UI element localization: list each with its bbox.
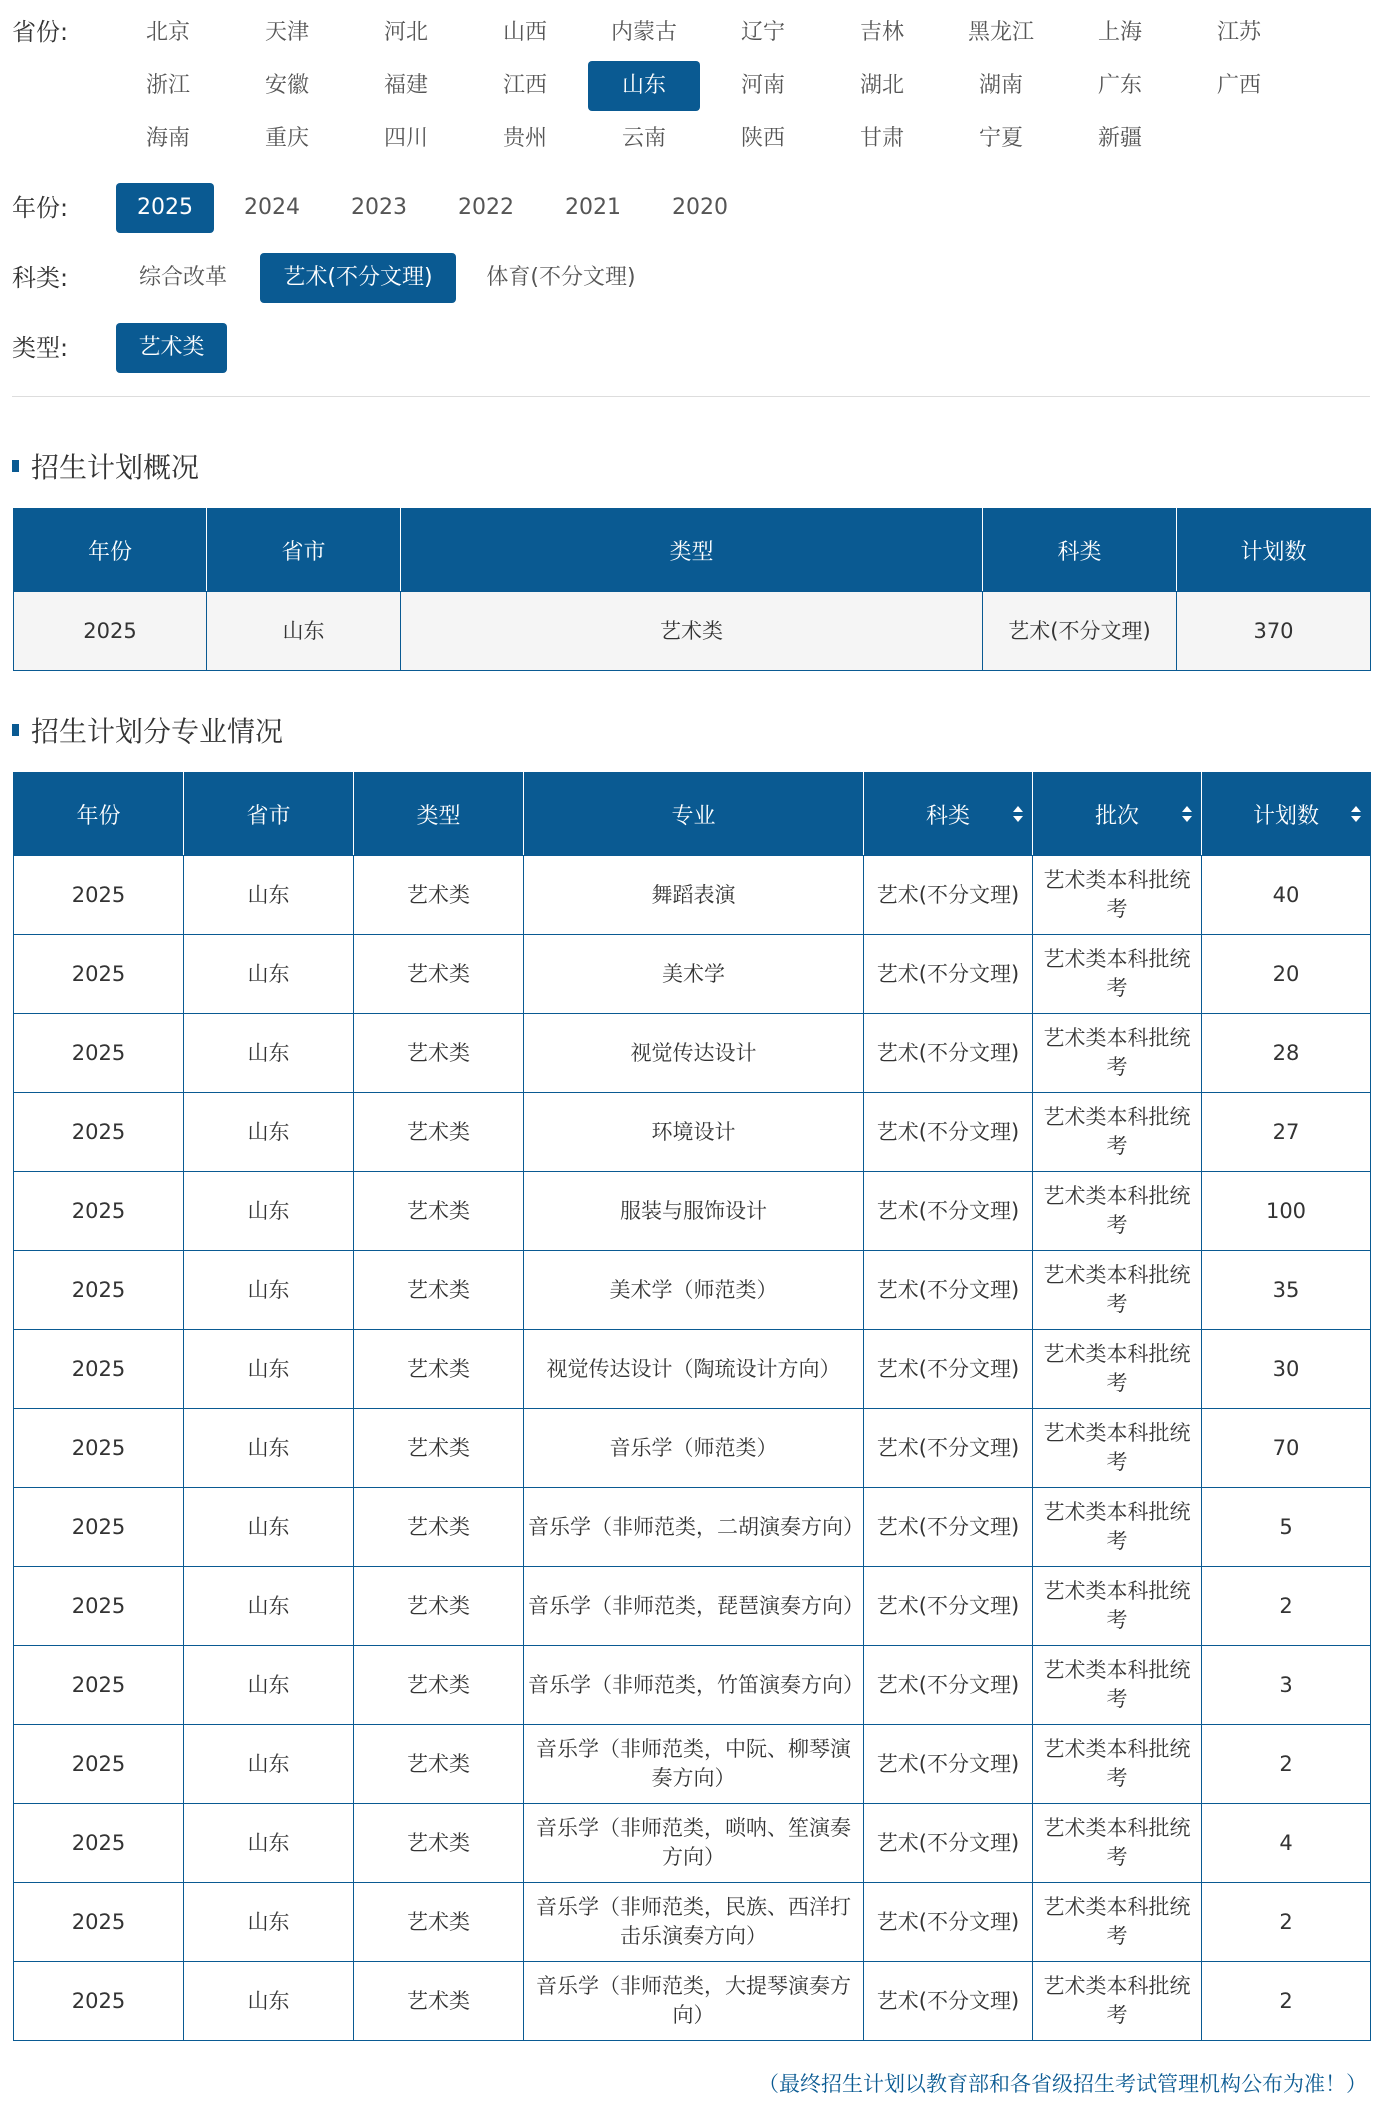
table-cell: 2025	[14, 1014, 184, 1093]
table-cell: 山东	[184, 856, 354, 935]
summary-column-header: 计划数	[1177, 509, 1371, 592]
square-marker-icon	[12, 460, 19, 472]
table-cell: 艺术类	[354, 1251, 524, 1330]
table-cell: 艺术(不分文理)	[864, 1725, 1033, 1804]
table-cell: 艺术(不分文理)	[864, 1093, 1033, 1172]
table-row	[14, 1725, 1371, 1804]
table-cell: 艺术类本科批统考	[1033, 935, 1202, 1014]
detail-header-label: 类型	[416, 803, 461, 829]
summary-cell: 山东	[207, 592, 401, 671]
table-cell: 艺术(不分文理)	[864, 1330, 1033, 1409]
table-cell: 艺术类本科批统考	[1033, 1330, 1202, 1409]
table-cell: 艺术类本科批统考	[1033, 1172, 1202, 1251]
table-cell: 艺术类本科批统考	[1033, 1646, 1202, 1725]
summary-column-header: 类型	[401, 509, 983, 592]
table-row	[14, 1409, 1371, 1488]
province-option[interactable]: 江西	[502, 73, 547, 98]
table-cell: 5	[1202, 1488, 1371, 1567]
footer-note: （最终招生计划以教育部和各省级招生考试管理机构公布为准！）	[758, 2072, 1367, 2096]
table-cell: 山东	[184, 1883, 354, 1962]
province-option[interactable]: 广西	[1216, 73, 1261, 98]
province-option[interactable]: 吉林	[859, 20, 904, 45]
detail-section-title	[12, 712, 283, 752]
table-cell: 2025	[14, 1488, 184, 1567]
table-cell: 美术学	[524, 935, 864, 1014]
province-option[interactable]: 北京	[145, 20, 190, 45]
table-cell: 艺术类本科批统考	[1033, 1883, 1202, 1962]
table-cell: 2025	[14, 1962, 184, 2041]
province-option[interactable]: 云南	[621, 126, 666, 151]
table-cell: 山东	[184, 935, 354, 1014]
table-cell: 音乐学（非师范类，竹笛演奏方向）	[524, 1646, 864, 1725]
province-option[interactable]: 福建	[383, 73, 428, 98]
table-cell: 山东	[184, 1330, 354, 1409]
table-cell: 2025	[14, 1567, 184, 1646]
table-cell: 山东	[184, 1172, 354, 1251]
table-cell: 艺术类	[354, 1014, 524, 1093]
table-cell: 2025	[14, 856, 184, 935]
detail-header-label: 计划数	[1252, 803, 1319, 829]
detail-header-label: 省市	[246, 803, 291, 829]
table-cell: 艺术(不分文理)	[864, 1804, 1033, 1883]
table-cell: 艺术类	[354, 1646, 524, 1725]
table-cell: 35	[1202, 1251, 1371, 1330]
table-cell: 艺术类本科批统考	[1033, 1962, 1202, 2041]
table-cell: 艺术类	[354, 1488, 524, 1567]
year-option[interactable]: 2021	[565, 195, 621, 220]
table-cell: 山东	[184, 1093, 354, 1172]
table-cell: 艺术类本科批统考	[1033, 1409, 1202, 1488]
province-option[interactable]: 内蒙古	[610, 20, 677, 45]
table-cell: 舞蹈表演	[524, 856, 864, 935]
detail-column-header[interactable]	[1033, 773, 1202, 856]
table-cell: 艺术类	[354, 1567, 524, 1646]
province-option[interactable]: 陕西	[740, 126, 785, 151]
province-option[interactable]: 贵州	[502, 126, 547, 151]
table-cell: 2025	[14, 1330, 184, 1409]
table-row	[14, 1883, 1371, 1962]
subject-option[interactable]: 综合改革	[138, 265, 227, 290]
province-option[interactable]: 甘肃	[859, 126, 904, 151]
table-row	[14, 935, 1371, 1014]
table-row	[14, 1014, 1371, 1093]
table-cell: 艺术类本科批统考	[1033, 856, 1202, 935]
table-cell: 艺术类	[354, 1172, 524, 1251]
province-option[interactable]: 广东	[1097, 73, 1142, 98]
table-cell: 艺术类	[354, 1725, 524, 1804]
table-cell: 艺术(不分文理)	[864, 1646, 1033, 1725]
province-filter-label: 省份:	[12, 18, 69, 46]
detail-header-label: 批次	[1094, 803, 1139, 829]
table-cell: 2025	[14, 1172, 184, 1251]
summary-column-header: 年份	[14, 509, 207, 592]
subject-option[interactable]: 体育(不分文理)	[486, 265, 636, 290]
summary-column-header: 科类	[983, 509, 1177, 592]
table-row	[14, 1962, 1371, 2041]
sort-updown-icon[interactable]	[1181, 804, 1193, 824]
year-option[interactable]: 2020	[672, 195, 728, 220]
table-cell: 山东	[184, 1014, 354, 1093]
table-cell: 28	[1202, 1014, 1371, 1093]
sort-updown-icon[interactable]	[1350, 804, 1362, 824]
filter-divider	[12, 396, 1370, 397]
table-cell: 音乐学（非师范类，民族、西洋打击乐演奏方向）	[524, 1883, 864, 1962]
table-cell: 2	[1202, 1962, 1371, 2041]
summary-title-text: 招生计划概况	[31, 451, 200, 484]
table-cell: 艺术类本科批统考	[1033, 1567, 1202, 1646]
province-option[interactable]: 浙江	[145, 73, 190, 98]
table-row	[14, 1646, 1371, 1725]
detail-table	[13, 772, 1371, 2041]
year-option[interactable]: 2025	[116, 183, 214, 233]
detail-header-label: 专业	[671, 803, 716, 829]
table-cell: 艺术类本科批统考	[1033, 1725, 1202, 1804]
table-row	[14, 1172, 1371, 1251]
summary-cell: 艺术(不分文理)	[983, 592, 1177, 671]
detail-column-header[interactable]	[1202, 773, 1371, 856]
table-cell: 音乐学（非师范类，中阮、柳琴演奏方向）	[524, 1725, 864, 1804]
table-row	[14, 856, 1371, 935]
table-cell: 2	[1202, 1567, 1371, 1646]
table-cell: 山东	[184, 1804, 354, 1883]
category-option[interactable]: 艺术类	[116, 323, 227, 373]
table-cell: 20	[1202, 935, 1371, 1014]
table-cell: 服装与服饰设计	[524, 1172, 864, 1251]
province-option[interactable]: 海南	[145, 126, 190, 151]
province-option[interactable]: 四川	[383, 126, 428, 151]
province-option[interactable]: 河北	[383, 20, 428, 45]
table-row	[14, 1567, 1371, 1646]
table-cell: 艺术(不分文理)	[864, 1567, 1033, 1646]
table-cell: 视觉传达设计（陶琉设计方向）	[524, 1330, 864, 1409]
table-cell: 艺术类本科批统考	[1033, 1804, 1202, 1883]
table-cell: 音乐学（非师范类，二胡演奏方向）	[524, 1488, 864, 1567]
table-row	[14, 1251, 1371, 1330]
province-option[interactable]: 江苏	[1216, 20, 1261, 45]
table-cell: 山东	[184, 1409, 354, 1488]
province-option[interactable]: 安徽	[264, 73, 309, 98]
summary-data-row	[14, 592, 1371, 671]
table-row	[14, 1804, 1371, 1883]
province-option[interactable]: 新疆	[1097, 126, 1142, 151]
table-cell: 3	[1202, 1646, 1371, 1725]
table-cell: 音乐学（非师范类，唢呐、笙演奏方向）	[524, 1804, 864, 1883]
table-cell: 艺术类本科批统考	[1033, 1251, 1202, 1330]
table-cell: 2025	[14, 1725, 184, 1804]
table-cell: 艺术类	[354, 1883, 524, 1962]
table-cell: 艺术(不分文理)	[864, 1409, 1033, 1488]
table-cell: 美术学（师范类）	[524, 1251, 864, 1330]
detail-column-header	[354, 773, 524, 856]
table-cell: 艺术(不分文理)	[864, 1962, 1033, 2041]
year-option[interactable]: 2022	[458, 195, 514, 220]
detail-column-header	[184, 773, 354, 856]
province-option[interactable]: 辽宁	[740, 20, 785, 45]
table-cell: 山东	[184, 1251, 354, 1330]
table-cell: 2025	[14, 935, 184, 1014]
table-cell: 音乐学（师范类）	[524, 1409, 864, 1488]
province-option[interactable]: 宁夏	[978, 126, 1023, 151]
province-option[interactable]: 黑龙江	[967, 20, 1034, 45]
table-cell: 艺术(不分文理)	[864, 1172, 1033, 1251]
table-cell: 艺术(不分文理)	[864, 1883, 1033, 1962]
table-cell: 2025	[14, 1646, 184, 1725]
summary-cell: 370	[1177, 592, 1371, 671]
table-cell: 30	[1202, 1330, 1371, 1409]
table-cell: 艺术(不分文理)	[864, 1488, 1033, 1567]
table-cell: 音乐学（非师范类，琵琶演奏方向）	[524, 1567, 864, 1646]
table-cell: 2	[1202, 1883, 1371, 1962]
table-cell: 4	[1202, 1804, 1371, 1883]
table-cell: 2025	[14, 1251, 184, 1330]
summary-cell: 2025	[14, 592, 207, 671]
table-cell: 艺术类	[354, 1409, 524, 1488]
table-cell: 视觉传达设计	[524, 1014, 864, 1093]
year-filter-label: 年份:	[12, 194, 69, 222]
detail-header-row	[14, 773, 1371, 856]
province-option[interactable]: 湖南	[978, 73, 1023, 98]
province-option[interactable]: 天津	[264, 20, 309, 45]
table-cell: 艺术类	[354, 1804, 524, 1883]
detail-header-label: 年份	[76, 803, 121, 829]
table-cell: 2	[1202, 1725, 1371, 1804]
province-option[interactable]: 山西	[502, 20, 547, 45]
table-row	[14, 1093, 1371, 1172]
table-cell: 山东	[184, 1962, 354, 2041]
table-cell: 2025	[14, 1093, 184, 1172]
table-cell: 艺术(不分文理)	[864, 935, 1033, 1014]
detail-column-header	[524, 773, 864, 856]
table-cell: 山东	[184, 1646, 354, 1725]
subject-filter-label: 科类:	[12, 264, 69, 292]
year-option[interactable]: 2024	[244, 195, 300, 220]
table-cell: 音乐学（非师范类，大提琴演奏方向）	[524, 1962, 864, 2041]
table-cell: 艺术(不分文理)	[864, 856, 1033, 935]
table-cell: 艺术类	[354, 856, 524, 935]
table-cell: 山东	[184, 1725, 354, 1804]
detail-column-header[interactable]	[864, 773, 1033, 856]
table-cell: 100	[1202, 1172, 1371, 1251]
province-option[interactable]: 河南	[740, 73, 785, 98]
table-cell: 环境设计	[524, 1093, 864, 1172]
province-option[interactable]: 湖北	[859, 73, 904, 98]
detail-header-label: 科类	[925, 803, 970, 829]
table-cell: 艺术类本科批统考	[1033, 1014, 1202, 1093]
table-cell: 27	[1202, 1093, 1371, 1172]
table-cell: 山东	[184, 1488, 354, 1567]
summary-column-header: 省市	[207, 509, 401, 592]
table-cell: 艺术类本科批统考	[1033, 1488, 1202, 1567]
table-cell: 艺术类	[354, 1093, 524, 1172]
province-option[interactable]: 山东	[588, 61, 700, 111]
table-cell: 艺术类	[354, 1330, 524, 1409]
summary-header-row	[14, 509, 1371, 592]
square-marker-icon	[12, 724, 19, 736]
table-cell: 70	[1202, 1409, 1371, 1488]
table-cell: 2025	[14, 1409, 184, 1488]
sort-updown-icon[interactable]	[1012, 804, 1024, 824]
summary-table	[13, 508, 1371, 671]
year-option[interactable]: 2023	[351, 195, 407, 220]
table-cell: 2025	[14, 1883, 184, 1962]
table-cell: 40	[1202, 856, 1371, 935]
table-cell: 艺术(不分文理)	[864, 1014, 1033, 1093]
summary-section-title	[12, 448, 199, 488]
table-cell: 艺术类	[354, 1962, 524, 2041]
summary-cell: 艺术类	[401, 592, 983, 671]
detail-title-text: 招生计划分专业情况	[31, 715, 284, 748]
subject-option[interactable]: 艺术(不分文理)	[260, 253, 456, 303]
table-cell: 艺术类	[354, 935, 524, 1014]
category-filter-label: 类型:	[12, 334, 69, 362]
province-option[interactable]: 上海	[1097, 20, 1142, 45]
table-cell: 山东	[184, 1567, 354, 1646]
table-row	[14, 1488, 1371, 1567]
table-cell: 2025	[14, 1804, 184, 1883]
table-row	[14, 1330, 1371, 1409]
province-option[interactable]: 重庆	[264, 126, 309, 151]
table-cell: 艺术(不分文理)	[864, 1251, 1033, 1330]
table-cell: 艺术类本科批统考	[1033, 1093, 1202, 1172]
detail-column-header	[14, 773, 184, 856]
